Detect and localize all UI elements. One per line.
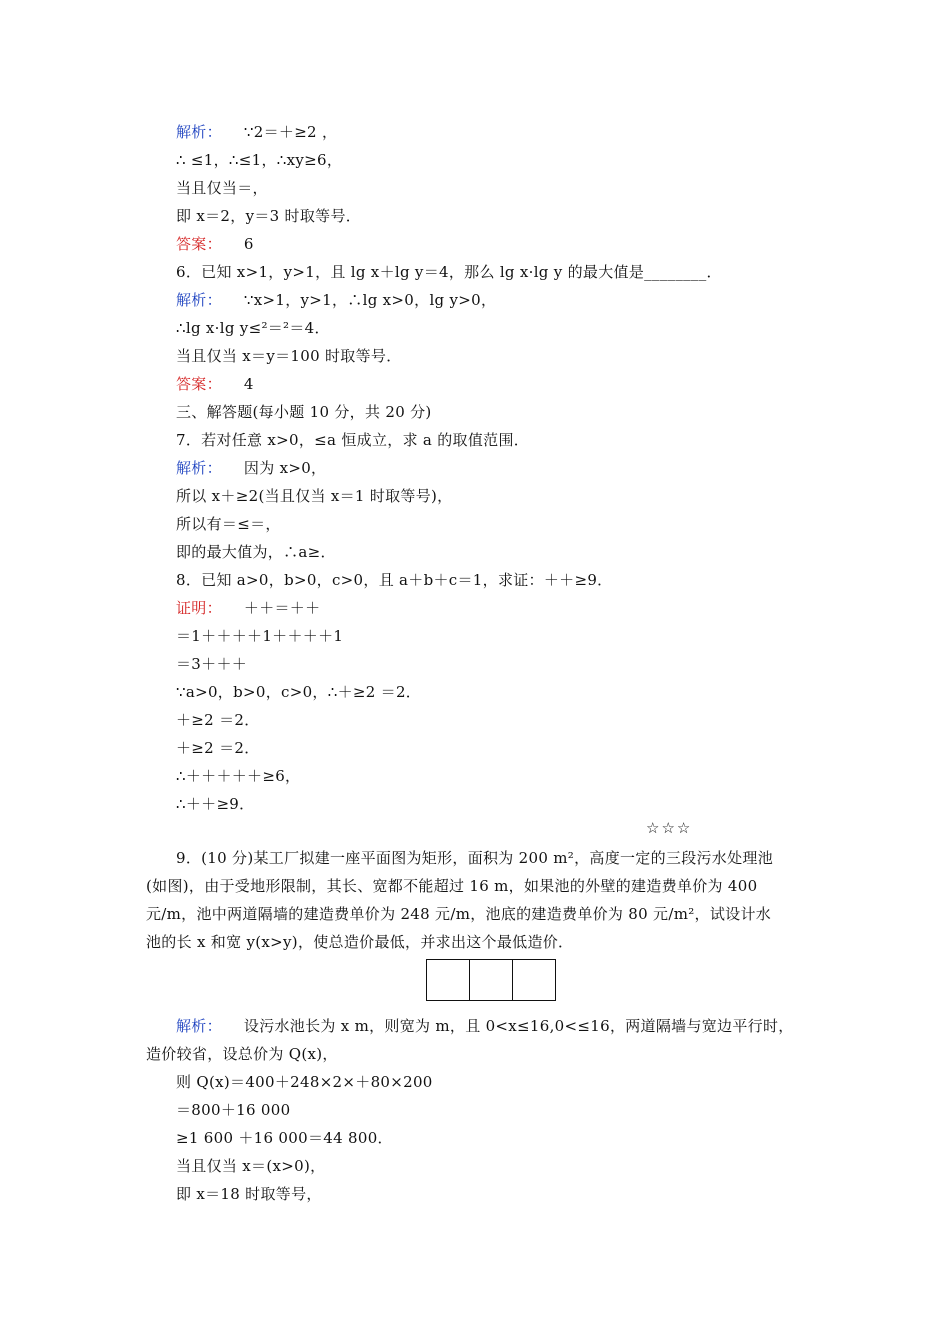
answer-value: 4 (243, 375, 254, 393)
star-divider: ☆☆☆ (646, 819, 693, 837)
text-line: ＋≥2 ＝2． (176, 739, 260, 757)
text-line: 当且仅当 x＝(x>0)， (176, 1157, 326, 1175)
proof-line (176, 598, 320, 618)
text-line: 即 x＝18 时取等号， (176, 1185, 322, 1203)
text-line: ∴ ≤1，∴≤1，∴xy≥6， (176, 151, 343, 169)
question-9-line: 元/m，池中两道隔墙的建造费单价为 248 元/m，池底的建造费单价为 80 元/m²，试设计水 (146, 905, 772, 923)
text-line: 所以 x＋≥2(当且仅当 x＝1 时取等号)， (176, 487, 453, 505)
analysis-label: 解析： (176, 1017, 222, 1035)
pool-section (513, 960, 555, 1000)
question-9-line: 9．(10 分)某工厂拟建一座平面图为矩形，面积为 200 m²，高度一定的三段污水处理池 (176, 849, 774, 867)
text-line: ∴lg x·lg y≤²＝²＝4． (176, 319, 330, 337)
pool-section (470, 960, 513, 1000)
analysis-text: 设污水池长为 x m，则宽为 m，且 0<x≤16,0<≤16，两道隔墙与宽边平行时， (243, 1017, 794, 1035)
text-line: 当且仅当 x＝y＝100 时取等号． (176, 347, 402, 365)
text-line: ∵a>0，b>0，c>0，∴＋≥2 ＝2． (176, 683, 422, 701)
text-line: ∴＋＋＋＋＋≥6， (176, 767, 301, 785)
question-9-line: 池的长 x 和宽 y(x>y)，使总造价最低，并求出这个最低造价． (146, 933, 574, 951)
analysis-line (176, 122, 337, 142)
section-heading: 三、解答题(每小题 10 分，共 20 分) (176, 403, 432, 421)
text-line: ＝1＋＋＋＋1＋＋＋＋1 (176, 627, 344, 645)
analysis-line (176, 290, 496, 310)
answer-label: 答案： (176, 375, 222, 393)
text-line: ≥1 600 ＋16 000＝44 800． (176, 1129, 393, 1147)
analysis-line (176, 458, 326, 478)
text-line: 当且仅当＝， (176, 179, 268, 197)
analysis-label: 解析： (176, 123, 222, 141)
analysis-text: 因为 x>0， (243, 459, 327, 477)
answer-value: 6 (243, 235, 254, 253)
text-line: 所以有＝≤＝， (176, 515, 281, 533)
answer-line (176, 234, 254, 254)
pool-diagram (426, 959, 556, 1001)
analysis-label: 解析： (176, 459, 222, 477)
answer-line (176, 374, 254, 394)
pool-section (427, 960, 470, 1000)
text-line: ＋≥2 ＝2． (176, 711, 260, 729)
analysis-line (176, 1016, 794, 1036)
text-line: 造价较省，设总价为 Q(x)， (146, 1045, 338, 1063)
text-line: 即 x＝2，y＝3 时取等号． (176, 207, 362, 225)
analysis-text: ∵2＝＋≥2 ， (243, 123, 338, 141)
text-line: 即的最大值为，∴a≥． (176, 543, 336, 561)
text-line: 则 Q(x)＝400＋248×2×＋80×200 (176, 1073, 433, 1091)
proof-text: ＋＋＝＋＋ (243, 599, 321, 617)
question-8: 8．已知 a>0，b>0，c>0，且 a＋b＋c＝1，求证：＋＋≥9． (176, 571, 613, 589)
text-line: ＝800＋16 000 (176, 1101, 291, 1119)
question-6: 6．已知 x>1，y>1，且 lg x＋lg y＝4，那么 lg x·lg y 的最大值是________． (176, 263, 722, 281)
proof-label: 证明： (176, 599, 222, 617)
text-line: ∴＋＋≥9． (176, 795, 255, 813)
text-line: ＝3＋＋＋ (176, 655, 248, 673)
question-7: 7．若对任意 x>0，≤a 恒成立，求 a 的取值范围． (176, 431, 530, 449)
analysis-text: ∵x>1，y>1，∴lg x>0，lg y>0， (243, 291, 497, 309)
question-9-line: (如图)，由于受地形限制，其长、宽都不能超过 16 m，如果池的外壁的建造费单价为 400 (146, 877, 758, 895)
analysis-label: 解析： (176, 291, 222, 309)
answer-label: 答案： (176, 235, 222, 253)
